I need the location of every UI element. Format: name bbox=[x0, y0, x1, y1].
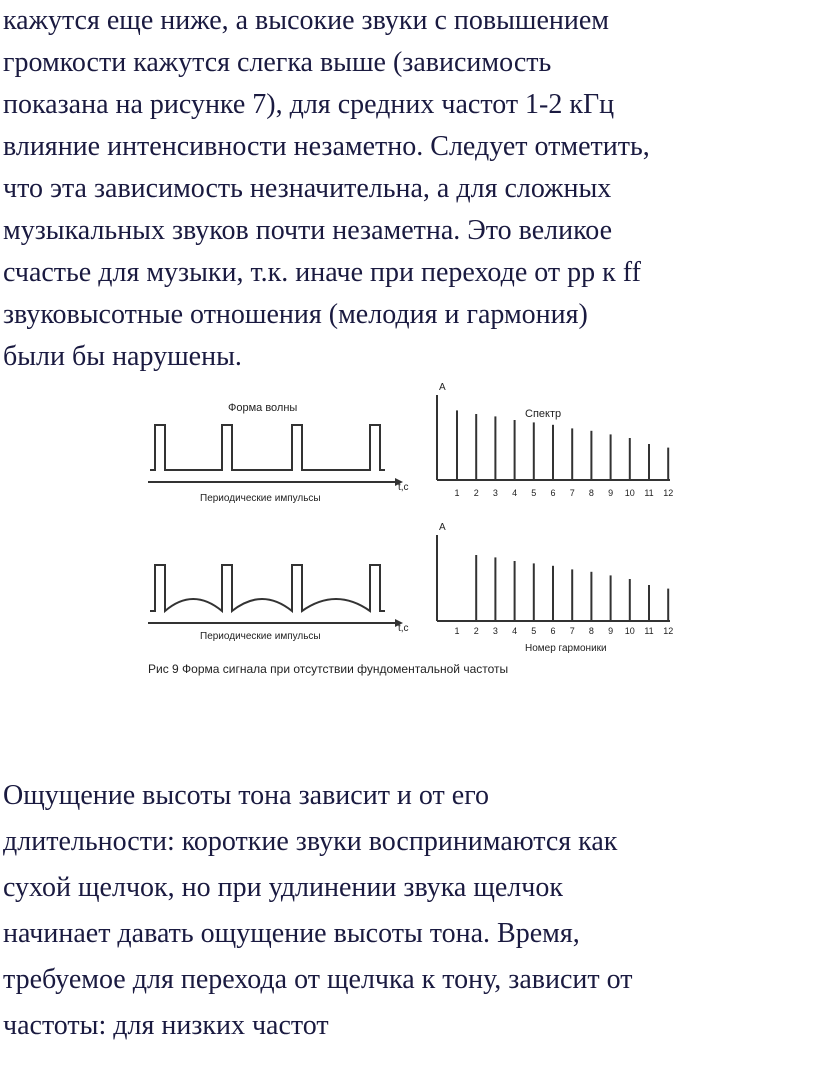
waveform-title: Форма волны bbox=[228, 402, 298, 414]
text-line: музыкальных звуков почти незаметна. Это великое bbox=[3, 215, 613, 246]
text-line: что эта зависимость незначительна, а для сложных bbox=[3, 173, 612, 204]
waveform-xlabel: Периодические импульсы bbox=[200, 493, 321, 504]
harmonic-tick-label: 11 bbox=[644, 626, 654, 636]
harmonic-tick-label: 11 bbox=[644, 488, 654, 498]
harmonic-tick-label: 1 bbox=[454, 488, 460, 498]
harmonic-tick-label: 2 bbox=[473, 488, 479, 498]
harmonic-tick-label: 10 bbox=[624, 626, 635, 636]
text-line: счастье для музыки, т.к. иначе при переходе от pp к ff bbox=[3, 257, 641, 288]
harmonic-tick-label: 7 bbox=[569, 626, 575, 636]
harmonic-tick-label: 4 bbox=[512, 488, 518, 498]
waveform-bottom bbox=[148, 565, 403, 627]
harmonic-axis-title: Номер гармоники bbox=[525, 643, 607, 654]
text-line: кажутся еще ниже, а высокие звуки с повышением bbox=[3, 5, 609, 36]
spectrum-bars bbox=[476, 555, 668, 621]
pulse-train-curved bbox=[150, 565, 385, 611]
text-line: длительности: короткие звуки воспринимаются как bbox=[3, 826, 618, 857]
text-line: громкости кажутся слегка выше (зависимость bbox=[3, 47, 552, 78]
harmonic-tick-label: 3 bbox=[492, 488, 498, 498]
harmonic-tick-label: 10 bbox=[624, 488, 635, 498]
text-line: требуемое для перехода от щелчка к тону, зависит от bbox=[3, 964, 633, 995]
harmonic-tick-label: 5 bbox=[531, 626, 537, 636]
harmonic-tick-label: 12 bbox=[663, 488, 674, 498]
harmonic-tick-label: 5 bbox=[531, 488, 537, 498]
amplitude-axis-label: A bbox=[439, 382, 446, 393]
spectrum-bars bbox=[457, 410, 668, 480]
harmonic-tick-label: 8 bbox=[588, 488, 594, 498]
text-line: частоты: для низких частот bbox=[3, 1010, 329, 1041]
text-line: начинает давать ощущение высоты тона. Время, bbox=[3, 918, 580, 949]
harmonic-tick-label: 6 bbox=[550, 626, 556, 636]
harmonic-tick-label: 8 bbox=[588, 626, 594, 636]
harmonic-tick-label: 3 bbox=[492, 626, 498, 636]
spectrum-bottom bbox=[437, 535, 670, 621]
harmonic-tick-label: 4 bbox=[512, 626, 518, 636]
harmonic-tick-label: 7 bbox=[569, 488, 575, 498]
waveform-top bbox=[148, 425, 403, 486]
text-line: показана на рисунке 7), для средних частот 1-2 кГц bbox=[3, 89, 615, 120]
harmonic-tick-labels bbox=[454, 626, 673, 636]
text-line: сухой щелчок, но при удлинении звука щелчок bbox=[3, 872, 563, 903]
harmonic-tick-labels bbox=[454, 488, 673, 498]
text-line: Ощущение высоты тона зависит и от его bbox=[3, 780, 489, 811]
figure-caption: Рис 9 Форма сигнала при отсутствии фундоментальной частоты bbox=[148, 662, 509, 676]
harmonic-tick-label: 9 bbox=[608, 626, 614, 636]
paragraph-bottom bbox=[3, 773, 815, 1049]
waveform-xlabel: Периодические импульсы bbox=[200, 631, 321, 642]
harmonic-tick-label: 9 bbox=[608, 488, 614, 498]
amplitude-axis-label: A bbox=[439, 522, 446, 533]
text-line: влияние интенсивности незаметно. Следует отметить, bbox=[3, 131, 650, 162]
harmonic-tick-label: 12 bbox=[663, 626, 674, 636]
paragraph-top bbox=[3, 0, 815, 378]
text-line: звуковысотные отношения (мелодия и гармония) bbox=[3, 299, 588, 330]
text-line: были бы нарушены. bbox=[3, 341, 242, 372]
pulse-train bbox=[150, 425, 385, 470]
spectrum-title: Спектр bbox=[525, 408, 562, 420]
harmonic-tick-label: 6 bbox=[550, 488, 556, 498]
harmonic-tick-label: 2 bbox=[473, 626, 479, 636]
figure-pulse-spectrum bbox=[140, 375, 700, 685]
time-axis-label: t,c bbox=[398, 623, 409, 634]
time-axis-label: t,c bbox=[398, 482, 409, 493]
harmonic-tick-label: 1 bbox=[454, 626, 460, 636]
